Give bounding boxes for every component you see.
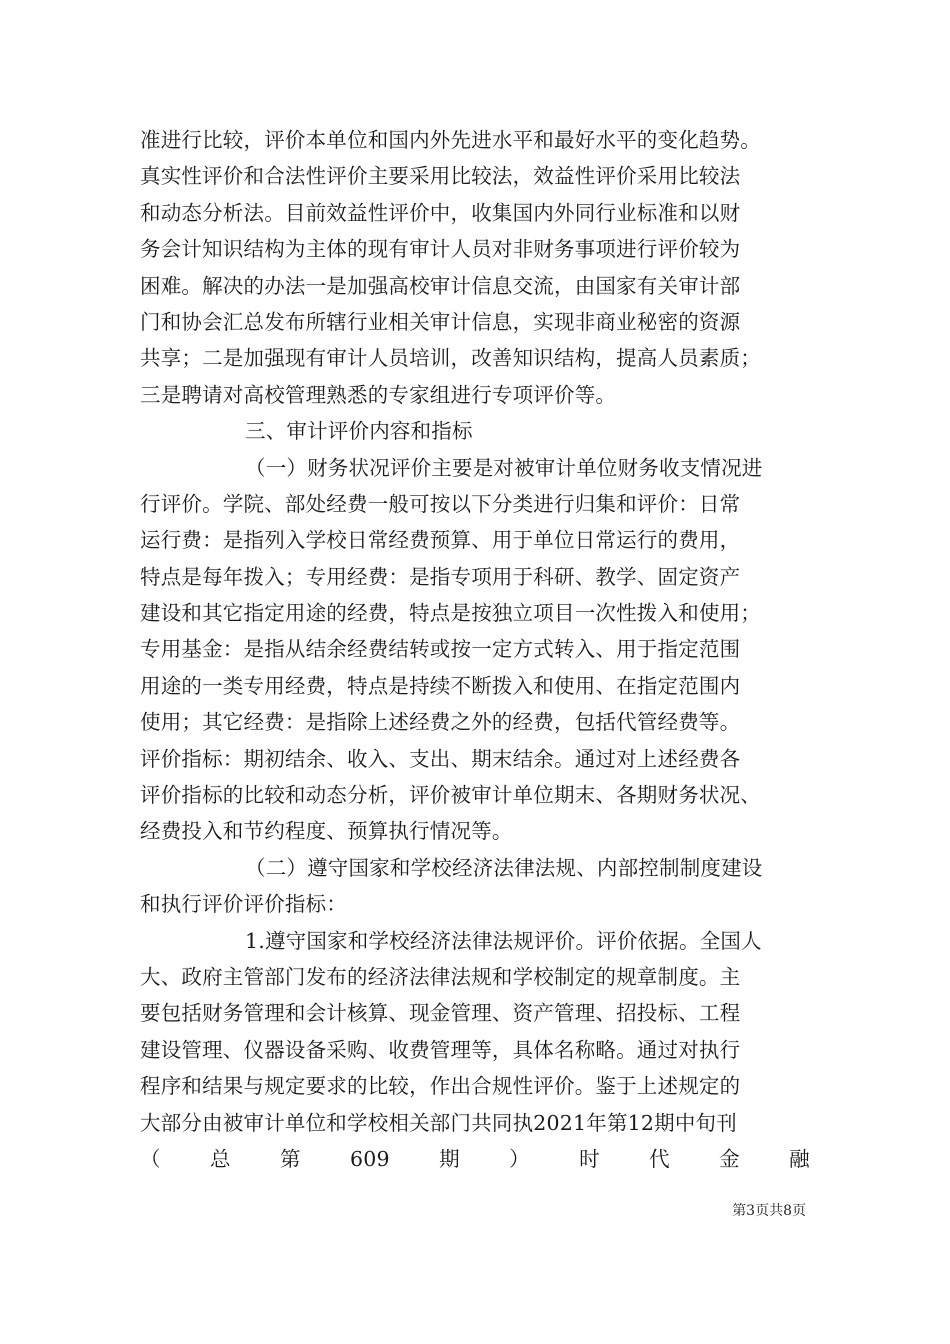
journal-token: 609	[350, 1146, 390, 1171]
journal-token: 代	[649, 1146, 670, 1171]
text-line-5: 困难。解决的办法一是加强高校审计信息交流，由国家有关审计部	[140, 273, 741, 298]
journal-token: 融	[789, 1146, 810, 1171]
journal-token: 时	[579, 1146, 600, 1171]
text-line-25: 要包括财务管理和会计核算、现金管理、资产管理、招投标、工程	[140, 1001, 741, 1026]
journal-token: 金	[719, 1146, 740, 1171]
journal-issue-line	[140, 1141, 820, 1177]
text-line-2: 真实性评价和合法性评价主要采用比较法，效益性评价采用比较法	[140, 164, 741, 189]
text-line-19: 评价指标的比较和动态分析，评价被审计单位期末、各期财务状况、	[140, 783, 761, 808]
page-number-footer: 第3页共8页	[732, 1203, 806, 1219]
text-line-13: 特点是每年拨入；专用经费：是指专项用于科研、教学、固定资产	[140, 564, 741, 589]
text-line-6: 门和协会汇总发布所辖行业相关审计信息，实现非商业秘密的资源	[140, 309, 741, 334]
journal-token: 期	[439, 1146, 460, 1171]
text-line-10: （一）财务状况评价主要是对被审计单位财务收支情况进	[245, 455, 763, 480]
text-line-4: 务会计知识结构为主体的现有审计人员对非财务事项进行评价较为	[140, 237, 741, 262]
journal-token: 第	[280, 1146, 301, 1171]
section-heading: 三、审计评价内容和指标	[245, 419, 473, 444]
journal-token: （	[140, 1146, 161, 1171]
text-line-14: 建设和其它指定用途的经费，特点是按独立项目一次性拨入和使用；	[140, 601, 761, 626]
text-line-7: 共享；二是加强现有审计人员培训，改善知识结构，提高人员素质；	[140, 346, 761, 371]
text-line-11: 行评价。学院、部处经费一般可按以下分类进行归集和评价：日常	[140, 491, 741, 516]
journal-token: 总	[210, 1146, 231, 1171]
journal-token: ）	[509, 1146, 530, 1171]
text-line-22: 和执行评价评价指标：	[140, 892, 347, 917]
document-body	[140, 122, 820, 1177]
text-line-24: 大、政府主管部门发布的经济法律法规和学校制定的规章制度。主	[140, 964, 741, 989]
text-line-28: 大部分由被审计单位和学校相关部门共同执2021年第12期中旬刊	[140, 1110, 737, 1135]
text-line-16: 用途的一类专用经费，特点是持续不断拨入和使用、在指定范围内	[140, 673, 741, 698]
text-line-17: 使用；其它经费：是指除上述经费之外的经费，包括代管经费等。	[140, 710, 741, 735]
text-line-20: 经费投入和节约程度、预算执行情况等。	[140, 819, 513, 844]
text-line-27: 程序和结果与规定要求的比较，作出合规性评价。鉴于上述规定的	[140, 1074, 741, 1099]
text-line-21: （二）遵守国家和学校经济法律法规、内部控制制度建设	[245, 855, 763, 880]
text-line-1: 准进行比较，评价本单位和国内外先进水平和最好水平的变化趋势。	[140, 128, 761, 152]
text-line-18: 评价指标：期初结余、收入、支出、期末结余。通过对上述经费各	[140, 746, 741, 771]
text-line-12: 运行费：是指列入学校日常经费预算、用于单位日常运行的费用，	[140, 528, 741, 553]
text-line-3: 和动态分析法。目前效益性评价中，收集国内外同行业标准和以财	[140, 200, 741, 225]
text-line-15: 专用基金：是指从结余经费结转或按一定方式转入、用于指定范围	[140, 637, 741, 662]
text-line-26: 建设管理、仪器设备采购、收费管理等，具体名称略。通过对执行	[140, 1037, 741, 1062]
text-line-23: 1.遵守国家和学校经济法律法规评价。评价依据。全国人	[245, 928, 762, 953]
text-line-8: 三是聘请对高校管理熟悉的专家组进行专项评价等。	[140, 382, 617, 407]
